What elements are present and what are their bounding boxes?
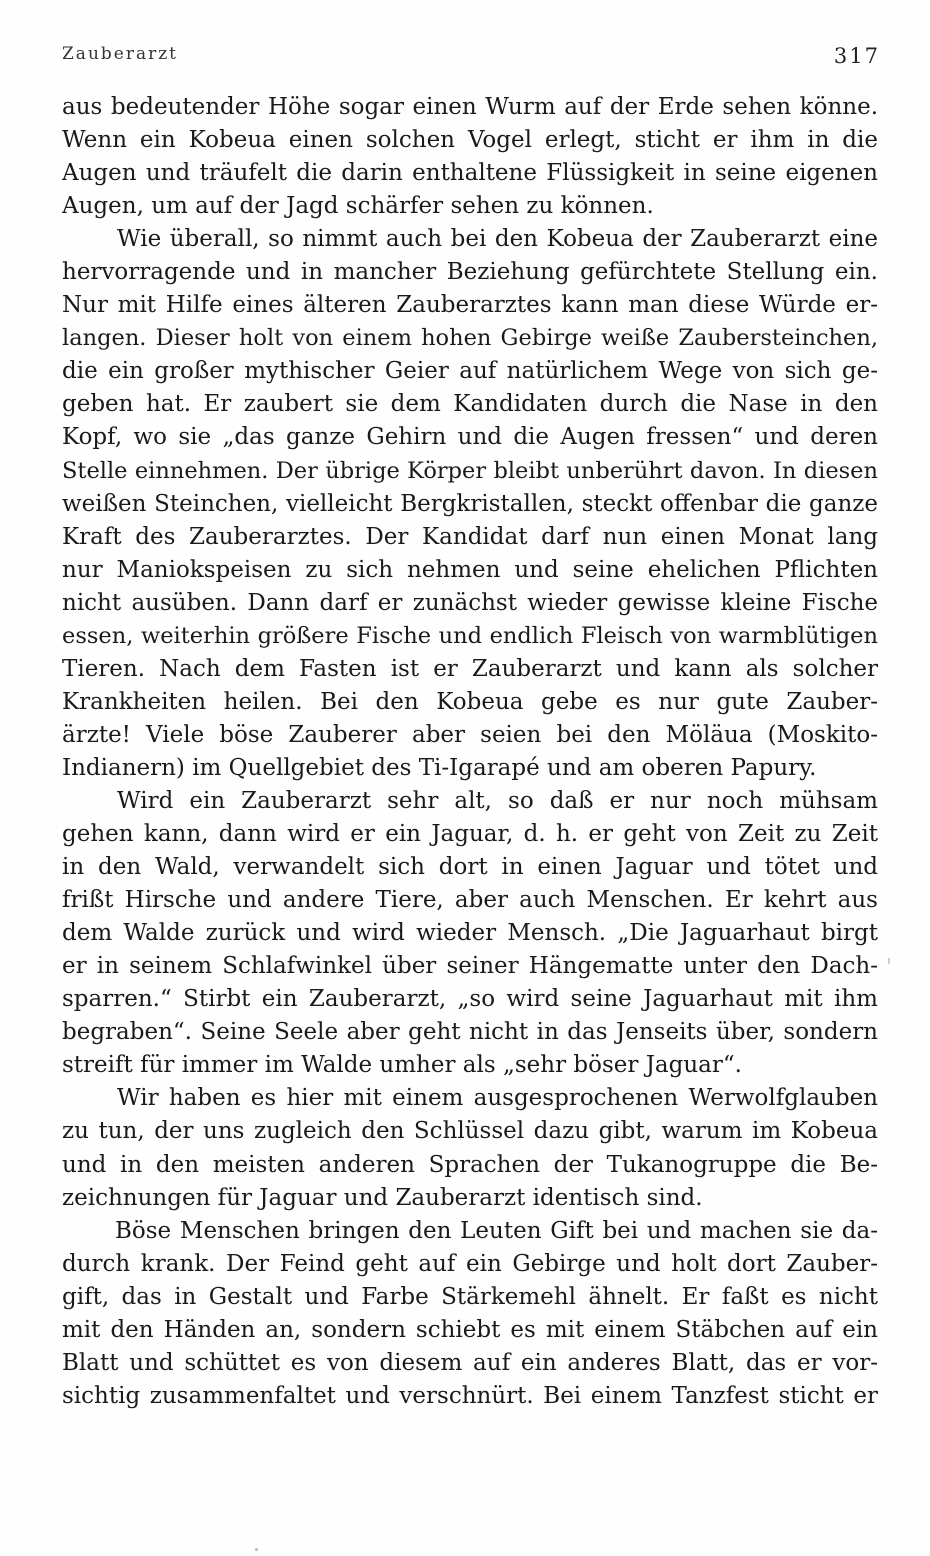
paragraph-start-line: Wir haben es hier mit einem ausgesprochenen Werwolfglauben: [117, 1085, 878, 1112]
text-line: Nur mit Hilfe eines älteren Zauberarztes kann man diese Würde er-: [62, 292, 878, 319]
text-line: sichtig zusammenfaltet und verschnürt. Bei einem Tanzfest sticht er: [62, 1382, 878, 1409]
text-line: weißen Steinchen, vielleicht Bergkristallen, steckt offenbar die ganze: [62, 490, 878, 517]
body-text: [62, 91, 878, 1413]
text-line: gehen kann, dann wird er ein Jaguar, d. h. er geht von Zeit zu Zeit: [62, 821, 878, 848]
paragraph-start-line: Wie überall, so nimmt auch bei den Kobeua der Zauberarzt eine: [117, 226, 878, 253]
text-line: aus bedeutender Höhe sogar einen Wurm auf der Erde sehen könne.: [62, 94, 878, 120]
text-line: durch krank. Der Feind geht auf ein Gebirge und holt dort Zauber-: [62, 1250, 878, 1277]
text-line: Kopf, wo sie „das ganze Gehirn und die Augen fressen“ und deren: [62, 424, 878, 451]
text-line: Indianern) im Quellgebiet des Ti-Igarapé und am oberen Papury.: [62, 754, 817, 781]
text-line: Augen und träufelt die darin enthaltene Flüssigkeit in seine eigenen: [62, 160, 878, 187]
text-line: geben hat. Er zaubert sie dem Kandidaten durch die Nase in den: [62, 391, 878, 418]
text-line: in den Wald, verwandelt sich dort in einen Jaguar und tötet und: [62, 854, 878, 881]
text-line: nicht ausüben. Dann darf er zunächst wieder gewisse kleine Fische: [62, 589, 878, 616]
text-line: und in den meisten anderen Sprachen der Tukanogruppe die Be-: [62, 1151, 878, 1178]
margin-speck: [888, 958, 890, 964]
text-line: ärzte! Viele böse Zauberer aber seien bei den Möläua (Moskito-: [62, 721, 878, 748]
text-line: Augen, um auf der Jagd schärfer sehen zu können.: [62, 193, 654, 220]
text-line: Blatt und schüttet es von diesem auf ein anderes Blatt, das er vor-: [62, 1349, 878, 1376]
running-head: Zauberarzt: [62, 44, 179, 64]
text-line: die ein großer mythischer Geier auf natürlichem Wege von sich ge-: [62, 358, 878, 385]
paragraph-start-line: Böse Menschen bringen den Leuten Gift bei und machen sie da-: [115, 1217, 878, 1244]
text-line: streift für immer im Walde umher als „sehr böser Jaguar“.: [62, 1052, 742, 1079]
text-line: Kraft des Zauberarztes. Der Kandidat darf nun einen Monat lang: [62, 523, 878, 550]
text-line: hervorragende und in mancher Beziehung gefürchtete Stellung ein.: [62, 259, 878, 286]
text-line: essen, weiterhin größere Fische und endlich Fleisch von warmblütigen: [62, 622, 878, 649]
text-line: mit den Händen an, sondern schiebt es mit einem Stäbchen auf ein: [62, 1316, 878, 1343]
text-line: sparren.“ Stirbt ein Zauberarzt, „so wird seine Jaguarhaut mit ihm: [62, 986, 878, 1013]
text-line: begraben“. Seine Seele aber geht nicht in das Jenseits über, sondern: [62, 1019, 878, 1046]
text-line: zu tun, der uns zugleich den Schlüssel dazu gibt, warum im Kobeua: [62, 1118, 878, 1145]
paper-speck: [255, 1548, 258, 1551]
page-number: 317: [833, 44, 880, 68]
text-line: er in seinem Schlafwinkel über seiner Hängematte unter den Dach-: [62, 953, 878, 980]
text-line: Stelle einnehmen. Der übrige Körper bleibt unberührt davon. In diesen: [62, 457, 878, 484]
text-line: Tieren. Nach dem Fasten ist er Zauberarzt und kann als solcher: [62, 655, 878, 682]
text-line: frißt Hirsche und andere Tiere, aber auch Menschen. Er kehrt aus: [62, 887, 878, 914]
text-line: Krankheiten heilen. Bei den Kobeua gebe es nur gute Zauber-: [62, 688, 878, 715]
text-line: nur Maniokspeisen zu sich nehmen und seine ehelichen Pflichten: [62, 556, 878, 583]
paragraph-start-line: Wird ein Zauberarzt sehr alt, so daß er nur noch mühsam: [117, 787, 878, 814]
text-line: gift, das in Gestalt und Farbe Stärkemehl ähnelt. Er faßt es nicht: [62, 1283, 878, 1310]
text-line: dem Walde zurück und wird wieder Mensch. „Die Jaguarhaut birgt: [62, 920, 878, 947]
text-line: Wenn ein Kobeua einen solchen Vogel erlegt, sticht er ihm in die: [62, 127, 878, 154]
text-line: zeichnungen für Jaguar und Zauberarzt identisch sind.: [62, 1184, 703, 1211]
text-line: langen. Dieser holt von einem hohen Gebirge weiße Zaubersteinchen,: [62, 325, 878, 352]
